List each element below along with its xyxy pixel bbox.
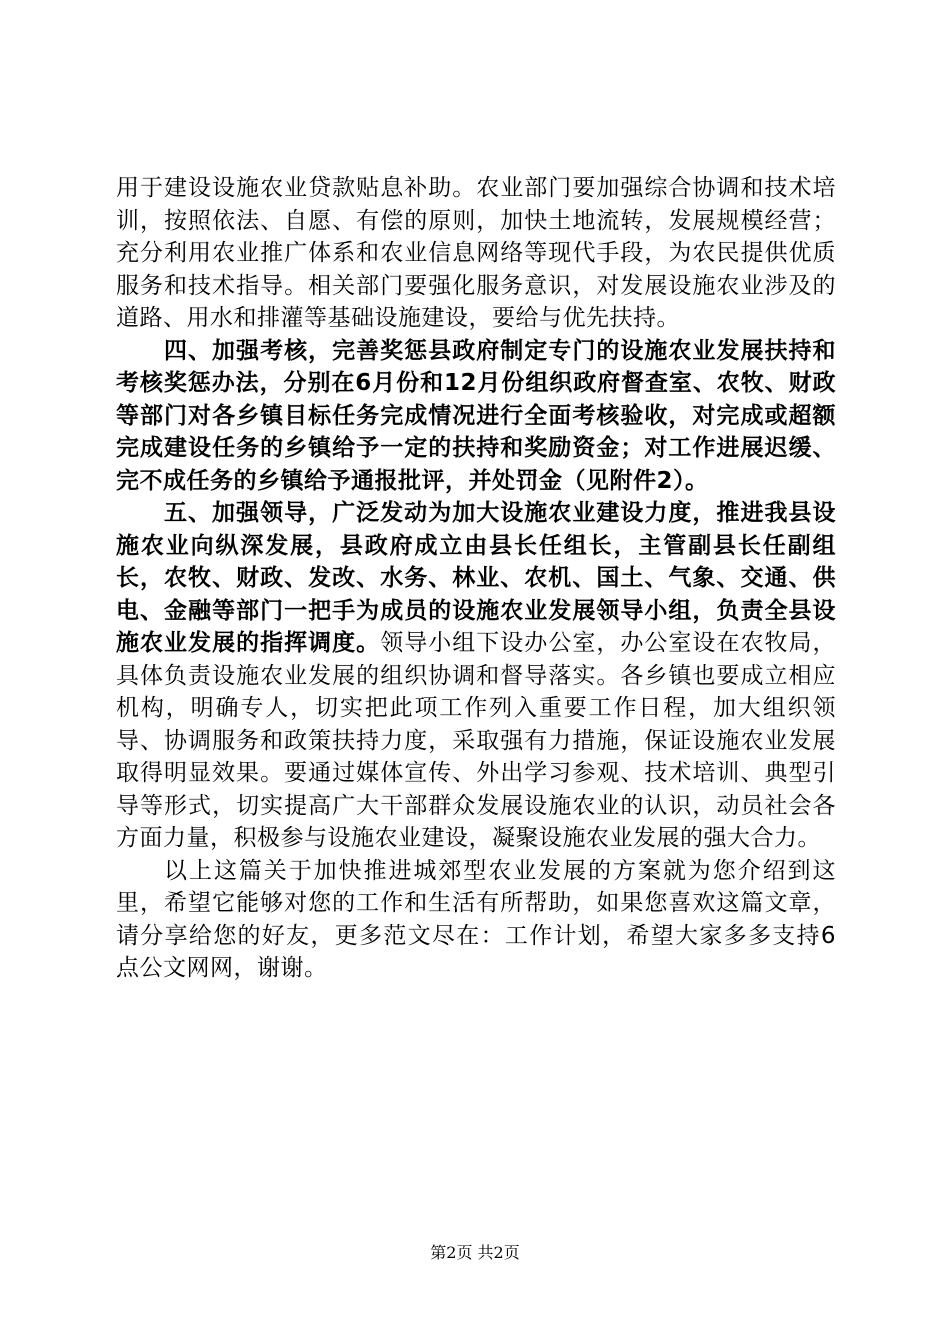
section-five-lead: 五、加强领导，广泛发动为加大设施农业建设力度，推进我县设施农业向纵深发展，县政府成立由县长任组长，主管副县长任副组长，农牧、财政、发改、水务、林业、农机、国土、气象、交通、供电、金融等部门一把手为成员的设施农业发展领导小组，负责全县设施农业发展的指挥调度。 — [116, 500, 836, 656]
page-number-footer: 第2页 共2页 — [430, 1243, 520, 1262]
paragraph-section-four — [116, 335, 836, 498]
closing-text: 以上这篇关于加快推进城郊型农业发展的方案就为您介绍到这里，希望它能够对您的工作和生活有所帮助，如果您喜欢这篇文章，请分享给您的好友，更多范文尽在：工作计划，希望大家多多支持6点公文网网，谢谢。 — [116, 857, 836, 981]
paragraph-closing — [116, 855, 836, 985]
paragraph-text: 用于建设设施农业贷款贴息补助。农业部门要加强综合协调和技术培训，按照依法、自愿、有偿的原则，加快土地流转，发展规模经营；充分利用农业推广体系和农业信息网络等现代手段，为农民提供优质服务和技术指导。相关部门要强化服务意识，对发展设施农业涉及的道路、用水和排灌等基础设施建设，要给与优先扶持。 — [116, 175, 836, 331]
paragraph-section-five — [116, 497, 836, 855]
section-four-text: 四、加强考核，完善奖惩县政府制定专门的设施农业发展扶持和考核奖惩办法，分别在6月份和12月份组织政府督查室、农牧、财政等部门对各乡镇目标任务完成情况进行全面考核验收，对完成或超额完成建设任务的乡镇给予一定的扶持和奖励资金；对工作进展迟缓、完不成任务的乡镇给予通报批评，并处罚金（见附件2）。 — [116, 337, 836, 494]
section-five-text: 领导小组下设办公室，办公室设在农牧局，具体负责设施农业发展的组织协调和督导落实。各乡镇也要成立相应机构，明确专人，切实把此项工作列入重要工作日程，加大组织领导、协调服务和政策扶持力度，采取强有力措施，保证设施农业发展取得明显效果。要通过媒体宣传、外出学习参观、技术培训、典型引导等形式，切实提高广大干部群众发展设施农业的认识，动员社会各方面力量，积极参与设施农业建设，凝聚设施农业发展的强大合力。 — [116, 630, 837, 851]
paragraph-continuation — [116, 172, 836, 335]
document-body — [116, 172, 836, 985]
